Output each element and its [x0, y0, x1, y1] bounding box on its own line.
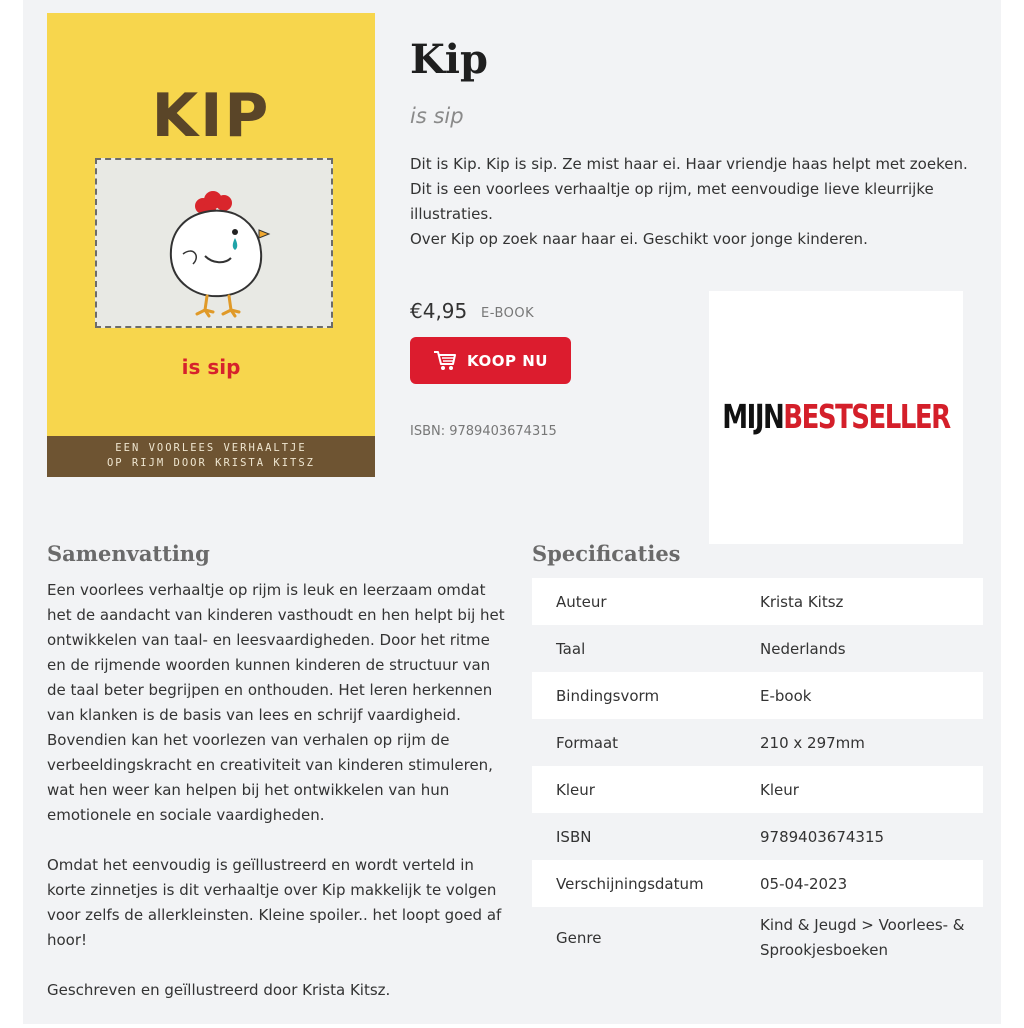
spec-row	[532, 625, 983, 672]
spec-key: Taal	[556, 639, 586, 658]
cover-band	[47, 436, 375, 477]
spec-key: ISBN	[556, 827, 592, 846]
summary-heading: Samenvatting	[47, 541, 210, 566]
summary-paragraph: Bovendien kan het voorlezen van verhalen op rijm de verbeeldingskracht en creativiteit van kinderen stimuleren, wat hen weer kan helpen bij het ontwikkelen van hun emotionele en sociale vaardigheden.	[47, 731, 493, 824]
cover-title: KIP	[151, 81, 271, 151]
summary-paragraph: Geschreven en geïllustreerd door Krista Kitsz.	[47, 981, 391, 999]
isbn-line: ISBN: 9789403674315	[410, 424, 557, 439]
spec-value: Kind & Jeugd > Voorlees- & Sprookjesboeken	[760, 916, 965, 959]
publisher-logo	[709, 291, 963, 544]
spec-key: Auteur	[556, 592, 607, 611]
spec-row	[532, 907, 983, 969]
logo-part-1: MIJN	[722, 398, 784, 437]
description-line: Dit is een voorlees verhaaltje op rijm, met eenvoudige lieve kleurrijke illustraties.	[410, 180, 934, 223]
format-label: E-BOOK	[481, 306, 535, 321]
spec-value: 210 x 297mm	[760, 733, 865, 752]
spec-value: Nederlands	[760, 639, 846, 658]
spec-row	[532, 672, 983, 719]
spec-row	[532, 813, 983, 860]
spec-row	[532, 766, 983, 813]
description-line: Dit is Kip. Kip is sip. Ze mist haar ei. Haar vriendje haas helpt met zoeken.	[410, 155, 968, 173]
spec-row	[532, 578, 983, 625]
summary-paragraph: Een voorlees verhaaltje op rijm is leuk en leerzaam omdat het de aandacht van kinderen vasthoudt en hen helpt bij het ontwikkelen van taal- en leesvaardigheden. Door het ritme en de rijmende woorden kunnen kinderen de structuur van de taal beter begrijpen en onthouden. Het leren herkennen van klanken is de basis van lees en schrijf vaardigheid.	[47, 581, 505, 724]
publisher-logo-text	[722, 399, 949, 437]
description-line: Over Kip op zoek naar haar ei. Geschikt voor jonge kinderen.	[410, 230, 868, 248]
specs-heading: Specificaties	[532, 541, 681, 566]
price: €4,95	[410, 299, 468, 323]
spec-key: Kleur	[556, 780, 595, 799]
buy-now-label: KOOP NU	[467, 351, 548, 370]
book-subtitle: is sip	[410, 104, 464, 128]
spec-key: Formaat	[556, 733, 619, 752]
book-cover-image[interactable]	[47, 13, 375, 477]
spec-row	[532, 860, 983, 907]
spec-value: Kleur	[760, 780, 799, 799]
spec-key: Verschijningsdatum	[556, 874, 704, 893]
cart-icon	[433, 350, 457, 372]
chicken-illustration	[97, 160, 331, 326]
spec-value: Krista Kitsz	[760, 592, 844, 611]
spec-value: 9789403674315	[760, 827, 885, 846]
summary-text	[47, 578, 507, 1028]
cover-band-line-2: OP RIJM DOOR KRISTA KITSZ	[106, 457, 316, 469]
spec-key: Genre	[556, 928, 602, 947]
specs-table	[532, 578, 983, 969]
buy-now-button[interactable]	[410, 337, 571, 384]
cover-band-line-1: EEN VOORLEES VERHAALTJE	[115, 442, 307, 454]
book-description	[410, 152, 970, 252]
cover-illustration-frame	[95, 158, 333, 328]
spec-value: E-book	[760, 686, 812, 705]
spec-value: 05-04-2023	[760, 874, 848, 893]
spec-key: Bindingsvorm	[556, 686, 660, 705]
logo-part-2: BESTSELLER	[783, 398, 950, 437]
summary-paragraph: Omdat het eenvoudig is geïllustreerd en wordt verteld in korte zinnetjes is dit verhaaltje over Kip makkelijk te volgen voor zelfs de allerkleinsten. Kleine spoiler.. het loopt goed af hoor!	[47, 856, 502, 949]
cover-subtitle: is sip	[181, 355, 241, 379]
book-title: Kip	[410, 36, 488, 83]
spec-row	[532, 719, 983, 766]
